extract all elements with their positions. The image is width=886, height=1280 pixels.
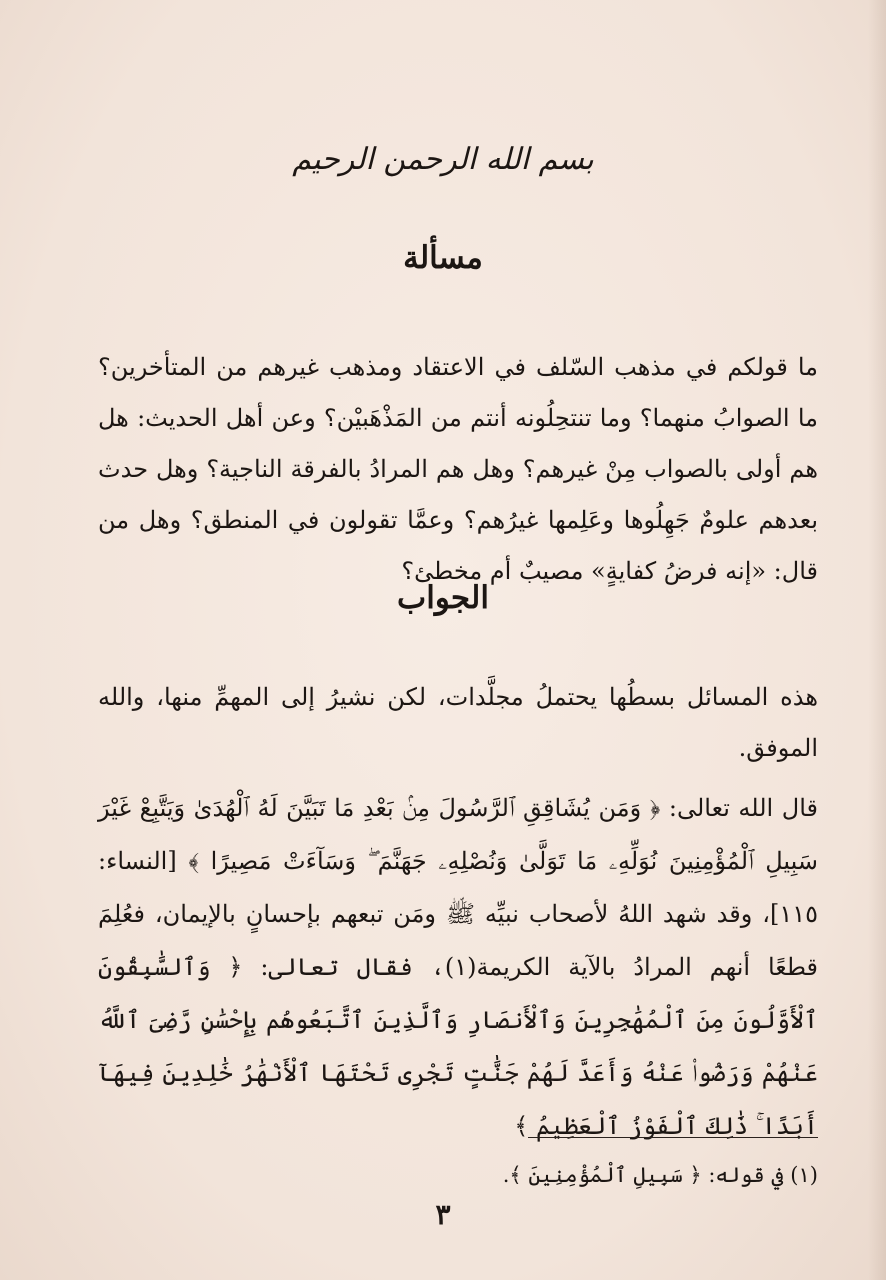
page-number: ٣ [435,1198,451,1231]
question-heading: مسألة [403,240,483,276]
page-edge-shadow [868,0,886,1280]
quran-quote-paragraph: قال الله تعالى: ﴿ وَمَن يُشَاقِقِ ٱلرَّسُولَ مِنۢ بَعْدِ مَا تَبَيَّنَ لَهُ ٱلْهُدَىٰ وَيَتَّبِعْ غَيْرَ سَبِيلِ ٱلْمُؤْمِنِينَ نُوَلِّهِۦ مَا تَوَلَّىٰ وَنُصْلِهِۦ جَهَنَّمَ ۖ وَسَآءَتْ مَصِيرًا ﴾ [النساء: ١١٥]، وقد شهد اللهُ لأصحاب نبيِّه ﷺ ومَن تبعهم بإحسانٍ بالإيمان، فعُلِمَ قطعًا أنهم المرادُ بالآية الكريمة(١)، فقال تعالى: ﴿ وَٱلسَّٰبِقُونَ ٱلْأَوَّلُونَ مِنَ ٱلْمُهَٰجِرِينَ وَٱلْأَنصَارِ وَٱلَّذِينَ ٱتَّبَعُوهُم بِإِحْسَٰنٍ رَّضِىَ ٱللَّهُ عَنْهُمْ وَرَضُوا۟ عَنْهُ وَأَعَدَّ لَهُمْ جَنَّٰتٍ تَجْرِى تَحْتَهَا ٱلْأَنْهَٰرُ خَٰلِدِينَ فِيهَآ أَبَدًا ۚ ذَٰلِكَ ٱلْفَوْزُ ٱلْعَظِيمُ ﴾ [98,794,818,1140]
basmala-header: بسم الله الرحمن الرحيم [292,142,594,177]
question-paragraph: ما قولكم في مذهب السّلف في الاعتقاد ومذهب غيرهم من المتأخرين؟ ما الصوابُ منهما؟ وما تنتحِلُونه أنتم من المَذْهَبيْن؟ وعن أهل الحديث: هل هم أولى بالصواب مِنْ غيرهم؟ وهل هم المرادُ بالفرقة الناجية؟ وهل حدث بعدهم علومٌ جَهِلُوها وعَلِمها غيرُهم؟ وعمَّا تقولون في المنطق؟ وهل من قال: «إنه فرضُ كفايةٍ» مصيبٌ أم مخطئ؟ [98,353,819,585]
footnote: (١) في قوله: ﴿ سَبِيلِ ٱلْمُؤْمِنِينَ ﴾. [502,1163,818,1187]
answer-heading: الجواب [397,580,489,616]
footnote-separator [528,1137,818,1138]
answer-intro-paragraph: هذه المسائل بسطُها يحتملُ مجلَّدات، لكن نشيرُ إلى المهمِّ منها، والله الموفق. [98,683,818,762]
